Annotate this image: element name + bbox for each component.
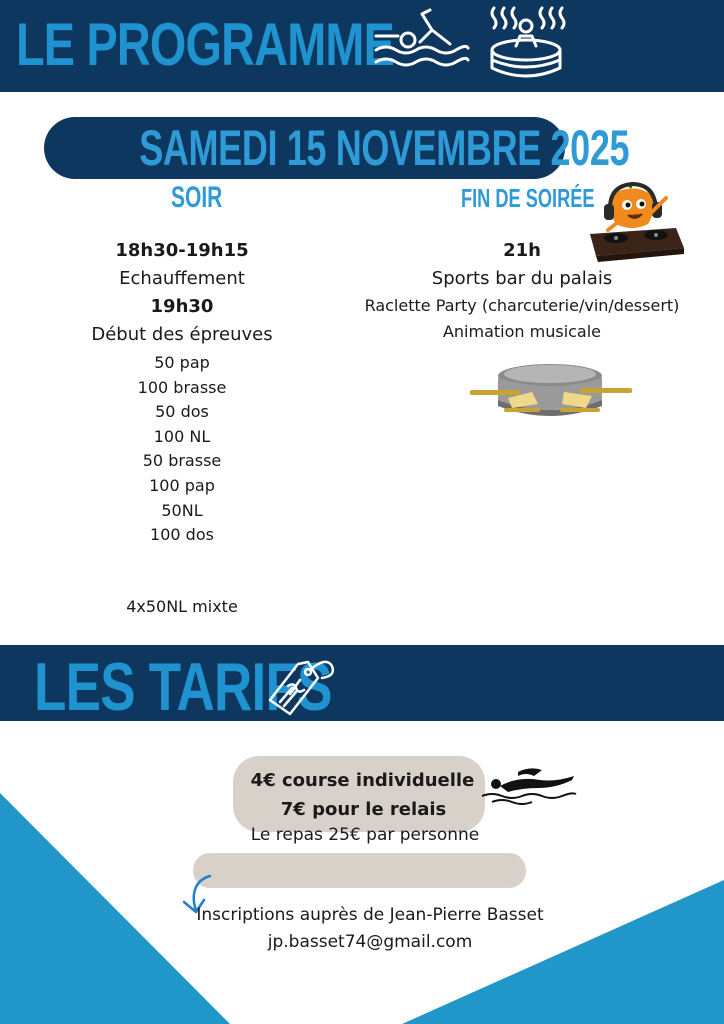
event-date: SAMEDI 15 NOVEMBRE 2025: [139, 120, 630, 176]
swimmer-icon: [372, 6, 470, 76]
decor-triangle-right: [0, 880, 724, 1024]
raclette-grill-icon: [468, 360, 634, 426]
price-individual: 4€ course individuelle: [250, 770, 475, 791]
fin-time: 21h: [503, 240, 541, 261]
price-tag-icon: [266, 652, 338, 720]
soir-heading: SOIR: [171, 181, 223, 214]
race-item: 100 brasse: [137, 377, 227, 397]
soir-program: [62, 237, 302, 548]
fin-de-soiree-program: [342, 237, 702, 345]
meal-price: Le repas 25€ par personne: [250, 825, 480, 845]
race-item: 100 NL: [153, 426, 211, 446]
swimmer-silhouette-icon: [478, 766, 578, 806]
tarifs-title: LES TARIFS: [34, 649, 332, 725]
fin-de-soiree-heading: FIN DE SOIRÉE: [461, 183, 595, 213]
blank-bar: [193, 853, 526, 888]
fin-menu: Raclette Party (charcuterie/vin/dessert): [364, 296, 680, 315]
price-relay: 7€ pour le relais: [280, 799, 447, 820]
race-item: 100 dos: [150, 525, 214, 545]
soir-warmup: Echauffement: [119, 268, 245, 289]
contact-email[interactable]: jp.basset74@gmail.com: [267, 932, 473, 952]
price-highlight: [233, 756, 485, 832]
race-item: 50NL: [161, 500, 203, 520]
race-item: 50 pap: [154, 353, 210, 372]
race-item: 100 pap: [149, 475, 215, 495]
race-item: 50 brasse: [142, 451, 222, 471]
page-title: LE PROGRAMME: [16, 11, 395, 78]
soir-time-start: 19h30: [150, 296, 214, 317]
fin-music: Animation musicale: [442, 322, 602, 341]
hot-tub-icon: [486, 4, 568, 84]
race-item: 50 dos: [155, 402, 209, 422]
fin-place: Sports bar du palais: [431, 268, 613, 289]
soir-time-warmup: 18h30-19h15: [115, 240, 249, 261]
registration-info: Inscriptions auprès de Jean-Pierre Basset: [196, 905, 544, 925]
relay-race: 4x50NL mixte: [126, 597, 238, 616]
soir-start: Début des épreuves: [91, 324, 273, 345]
